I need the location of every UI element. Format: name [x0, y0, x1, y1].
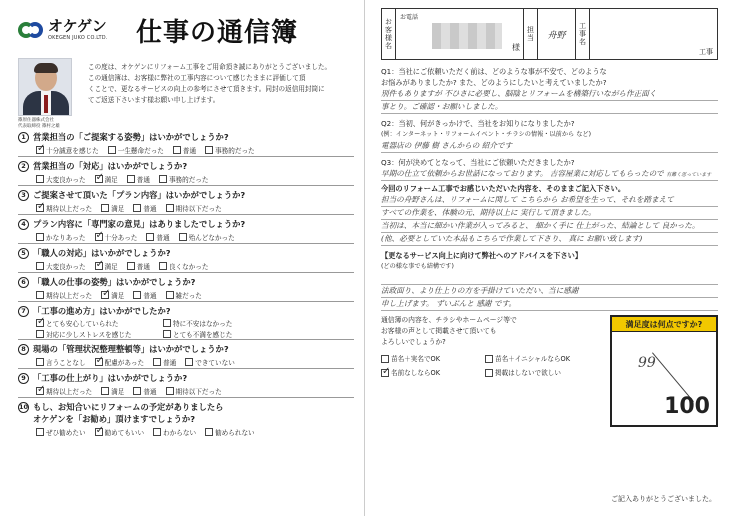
option[interactable] — [153, 357, 176, 367]
checkbox[interactable] — [185, 358, 193, 366]
option-label: 普通 — [143, 204, 157, 213]
question-number: 6 — [18, 277, 29, 288]
question-number: 1 — [18, 132, 29, 143]
question-title — [18, 343, 354, 355]
customer-label: お客様名 — [382, 9, 396, 59]
divider — [18, 368, 354, 369]
checkbox[interactable] — [205, 428, 213, 436]
option[interactable] — [36, 203, 92, 213]
checkbox[interactable] — [159, 262, 167, 270]
option[interactable] — [36, 232, 86, 242]
option[interactable] — [166, 290, 202, 300]
option[interactable] — [127, 174, 150, 184]
question-title — [18, 218, 354, 230]
q2-answer: 電器店の 伊藤 樹 さんからの 紹介です — [381, 140, 718, 153]
signature-company: 篠原住器株式会社 — [18, 118, 54, 123]
option-label: ぜひ勧めたい — [46, 428, 86, 437]
option[interactable] — [36, 290, 92, 300]
question-number: 10 — [18, 403, 29, 411]
blank-line — [381, 272, 718, 285]
q1-answer-2: 事とり。ご確認・お願いしました。 — [381, 101, 718, 114]
option-row — [36, 201, 354, 214]
q3-text: Q3：何が決めてとなって、当社にご依頼いただきましたか? — [381, 158, 575, 167]
option-label: 期待以下だった — [175, 387, 222, 396]
q1-block — [381, 66, 718, 114]
option-label: 満足 — [111, 291, 125, 300]
thanks-text: ご記入ありがとうございました。 — [611, 495, 716, 503]
question-title — [18, 305, 354, 317]
option-label: 期待以下だった — [175, 204, 222, 213]
question-title — [18, 189, 354, 201]
option[interactable] — [159, 174, 209, 184]
option-row — [36, 355, 354, 368]
checkbox[interactable] — [133, 387, 141, 395]
option-label: 普通 — [156, 233, 170, 242]
option[interactable] — [36, 174, 86, 184]
q4-text: 今回のリフォーム工事でお感じいただいた内容を、そのままご記入下さい。 — [381, 184, 626, 193]
option[interactable] — [205, 427, 255, 437]
checkbox[interactable] — [101, 291, 109, 299]
divider — [18, 301, 354, 302]
q1-text-2: お悩みがありましたか? また、どのようにしたいと考えていましたか? — [381, 78, 607, 87]
option[interactable] — [127, 261, 150, 271]
right-page — [365, 0, 730, 516]
option-label: 期待以上だった — [46, 204, 93, 213]
signature — [18, 118, 78, 130]
question-block — [18, 218, 354, 244]
q2-sub: (例：インターネット・リフォームイベント・チラシの情報・以前から など) — [381, 131, 591, 138]
option[interactable] — [381, 354, 476, 365]
divider — [18, 156, 354, 157]
checkbox[interactable] — [36, 358, 44, 366]
q4-answer-3: 当初は、本当に細かい作業が入ってみると、 細かく手に 仕上がった、結論として 良かった。 — [381, 220, 718, 233]
option[interactable] — [133, 290, 156, 300]
question-title — [18, 131, 354, 143]
option-label: 普通 — [182, 146, 197, 155]
option-label: 大変良かった — [46, 175, 86, 184]
q5-text: 【更なるサービス向上に向けて弊社へのアドバイスを下さい】 — [381, 251, 583, 260]
q4-answer-2: すべての作業を、体験の元、期待以上に 実行して頂きました。 — [381, 207, 718, 220]
president-photo — [18, 58, 72, 116]
question-block — [18, 343, 354, 369]
question-text: 営業担当の「対応」はいかがでしょうか? — [33, 161, 188, 171]
satisfaction-box — [610, 315, 718, 427]
q5-answer-2: 申し上げます。 ずいぶんと 感謝 です。 — [381, 298, 718, 311]
option-label: 事務的だった — [215, 146, 255, 155]
logo — [18, 19, 122, 41]
option[interactable] — [36, 145, 99, 155]
option[interactable] — [101, 386, 124, 396]
header — [18, 8, 354, 52]
option[interactable] — [36, 329, 154, 339]
redacted-name — [432, 23, 502, 49]
option[interactable] — [95, 232, 138, 242]
checkbox[interactable] — [127, 262, 135, 270]
brand-name: オケゲン — [48, 17, 107, 35]
option[interactable] — [36, 357, 86, 367]
option-label: 殆んどなかった — [188, 233, 235, 242]
permission-options — [381, 352, 604, 380]
option[interactable] — [166, 203, 222, 213]
option[interactable] — [36, 386, 92, 396]
checkbox[interactable] — [381, 369, 389, 377]
checkbox[interactable] — [146, 233, 154, 241]
option-row — [381, 352, 604, 366]
q4-block — [381, 183, 718, 246]
option-label: 良くなかった — [168, 262, 209, 271]
question-text: 「職人の仕事の姿勢」はいかがでしょうか? — [33, 277, 196, 287]
checkbox[interactable] — [36, 146, 44, 154]
q5-sub: (どの様な事でも結構です) — [381, 263, 454, 270]
option-label: 期待以上だった — [46, 387, 93, 396]
q5-answer: 法政面り、より仕上りの方を手掛けていただい、当に感謝 — [381, 285, 718, 298]
question-title — [18, 401, 354, 413]
option-label: 満足 — [111, 387, 125, 396]
q2-block — [381, 118, 718, 153]
question-block — [18, 305, 354, 340]
intro-line: くことで、更なるサービスの向上の参考にさせて頂きます。同封の返信用封筒に — [88, 85, 325, 93]
checkbox[interactable] — [95, 233, 103, 241]
staff-name: 舟野 — [538, 9, 576, 59]
checkbox[interactable] — [95, 428, 103, 436]
option-row — [36, 172, 354, 185]
option-label: 勧められない — [215, 428, 255, 437]
option[interactable] — [179, 232, 235, 242]
question-number: 3 — [18, 190, 29, 201]
intro — [18, 58, 354, 128]
option[interactable] — [133, 203, 156, 213]
checkbox[interactable] — [95, 358, 103, 366]
option-label: 大変良かった — [46, 262, 86, 271]
checkbox[interactable] — [36, 262, 44, 270]
customer-name-field[interactable] — [396, 9, 524, 59]
option-label: 普通 — [136, 262, 150, 271]
question-block — [18, 401, 354, 438]
staff-label: 担当 — [524, 9, 538, 59]
option[interactable] — [101, 290, 124, 300]
option-label: 勧めてもいい — [104, 428, 145, 437]
divider — [18, 243, 354, 244]
option[interactable] — [205, 145, 255, 155]
option-label: 特に不安はなかった — [173, 319, 233, 328]
option-label: 苗名＋実名でOK — [391, 354, 441, 363]
checkbox[interactable] — [36, 291, 44, 299]
option-label: 対応に少しストレスを感じた — [46, 330, 132, 339]
option[interactable] — [163, 318, 281, 328]
checkbox[interactable] — [127, 175, 135, 183]
option[interactable] — [185, 357, 235, 367]
divider — [18, 185, 354, 186]
checkbox[interactable] — [179, 233, 187, 241]
option-label: 一生懸命だった — [117, 146, 164, 155]
satisfaction-title: 満足度は何点ですか? — [612, 317, 716, 332]
question-text: 「工事の進め方」はいかがでしたか? — [33, 306, 171, 316]
satisfaction-max: 100 — [664, 394, 710, 419]
q3-block — [381, 157, 718, 181]
option-label: 事務的だった — [168, 175, 209, 184]
option[interactable] — [101, 203, 124, 213]
checkbox[interactable] — [95, 262, 103, 270]
signature-title: 代表取締役 — [18, 124, 41, 129]
intro-line: この度は、オケゲンにリフォーム工事をご用命頂き誠にありがとうございました。 — [88, 63, 332, 71]
q3-answer — [381, 168, 718, 181]
checkbox[interactable] — [36, 319, 44, 327]
divider — [18, 339, 354, 340]
checkbox[interactable] — [485, 369, 493, 377]
question-number: 5 — [18, 248, 29, 259]
checkbox[interactable] — [153, 428, 161, 436]
question-list — [18, 131, 354, 438]
option-label: 満足 — [111, 204, 125, 213]
option[interactable] — [163, 329, 281, 339]
option-label: 十分あった — [104, 233, 138, 242]
question-title — [18, 160, 354, 172]
brand-sub: OKEGEN JUKO CO.LTD. — [48, 35, 108, 41]
checkbox[interactable] — [485, 355, 493, 363]
option-row — [36, 425, 354, 438]
option-label: かなりあった — [46, 233, 86, 242]
question-number: 2 — [18, 161, 29, 172]
option-label: できていない — [195, 358, 235, 367]
divider — [18, 214, 354, 215]
question-title — [18, 247, 354, 259]
question-block — [18, 160, 354, 186]
option[interactable] — [133, 386, 156, 396]
q3-answer-note: 有難く思っています — [666, 172, 712, 178]
checkbox[interactable] — [163, 319, 171, 327]
option-row — [36, 259, 354, 272]
checkbox[interactable] — [166, 387, 174, 395]
checkbox[interactable] — [159, 175, 167, 183]
divider — [18, 272, 354, 273]
checkbox[interactable] — [36, 204, 44, 212]
question-text-2: オケゲンを「お勧め」頂けますでしょうか? — [33, 414, 196, 424]
checkbox[interactable] — [108, 146, 116, 154]
checkbox[interactable] — [101, 204, 109, 212]
option-row — [36, 317, 354, 328]
option-label: 十分誠意を感じた — [46, 146, 99, 155]
option-row — [381, 366, 604, 380]
option[interactable] — [95, 427, 145, 437]
question-number: 8 — [18, 344, 29, 355]
option-label: とても安心していられた — [46, 319, 119, 328]
option[interactable] — [36, 427, 86, 437]
checkbox[interactable] — [101, 387, 109, 395]
perm-text: 通信簿の内容を、チラシやホームページ等で — [381, 316, 517, 324]
question-block — [18, 189, 354, 215]
checkbox[interactable] — [36, 428, 44, 436]
question-text: もし、お知合いにリフォームの予定がありましたら — [33, 402, 224, 412]
satisfaction-score[interactable]: 99 — [638, 355, 656, 371]
checkbox[interactable] — [36, 330, 44, 338]
customer-header — [381, 8, 718, 60]
question-block — [18, 247, 354, 273]
question-text: ご提案させて頂いた「プラン内容」はいかがでしょうか? — [33, 190, 246, 200]
checkbox[interactable] — [173, 146, 181, 154]
option-label: 言うことなし — [46, 358, 86, 367]
logo-icon — [18, 20, 44, 40]
option[interactable] — [153, 427, 196, 437]
sama-label: 様 — [512, 43, 520, 52]
question-text: 「工事の仕上がり」はいかがでしょうか? — [33, 373, 188, 383]
question-title — [18, 372, 354, 384]
checkbox[interactable] — [95, 175, 103, 183]
question-number: 7 — [18, 306, 29, 317]
signature-name: 篠村之雄 — [41, 124, 60, 129]
option-label: 苗名＋イニシャルならOK — [495, 354, 571, 363]
option[interactable] — [36, 318, 154, 328]
option[interactable] — [159, 261, 209, 271]
option-row — [36, 328, 354, 339]
q1-text: Q1：当社にご依頼いただく前は、どのような事が不安で、どのような — [381, 67, 607, 76]
intro-line: てご返送下さいます様お願い申し上げます。 — [88, 96, 220, 104]
option-label: 普通 — [143, 387, 157, 396]
option[interactable] — [108, 145, 164, 155]
option[interactable] — [95, 174, 118, 184]
option-label: 普通 — [136, 175, 150, 184]
perm-text-2: お客様の声として掲載させて頂いても — [381, 327, 497, 335]
option-label: 配慮があった — [104, 358, 145, 367]
checkbox[interactable] — [36, 387, 44, 395]
question-number: 9 — [18, 373, 29, 384]
question-text: 現場の「管理状況整理整頓等」はいかがでしょうか? — [33, 344, 229, 354]
checkbox[interactable] — [153, 358, 161, 366]
option[interactable] — [485, 368, 580, 379]
checkbox[interactable] — [166, 291, 174, 299]
option-label: 普通 — [143, 291, 157, 300]
option-label: 雑だった — [175, 291, 202, 300]
checkbox[interactable] — [163, 330, 171, 338]
question-number: 4 — [18, 219, 29, 230]
checkbox[interactable] — [133, 291, 141, 299]
checkbox[interactable] — [133, 204, 141, 212]
checkbox[interactable] — [205, 146, 213, 154]
question-block — [18, 372, 354, 398]
option[interactable] — [485, 354, 580, 365]
divider — [18, 397, 354, 398]
option[interactable] — [95, 261, 118, 271]
intro-line: この通信簿は、お客様に弊社の工事内容について感じたままに評価して頂 — [88, 74, 306, 82]
work-name-field[interactable] — [590, 9, 717, 59]
option[interactable] — [36, 261, 86, 271]
q3-answer-text: 早期の仕立て依頼からお世話になっております。 吉容屋業に対応してもらったので — [381, 169, 664, 178]
question-title — [18, 276, 354, 288]
work-suffix: 工事 — [699, 48, 713, 56]
question-text: 営業担当の「ご提案する姿勢」はいかがでしょうか? — [33, 132, 229, 142]
option-label: 掲載はしないで欲しい — [495, 368, 561, 377]
checkbox[interactable] — [36, 233, 44, 241]
option-label: 名前なしならOK — [391, 368, 441, 377]
question-text: プラン内容に「専門家の意見」はありましたでしょうか? — [33, 219, 246, 229]
question-block — [18, 276, 354, 302]
q5-block — [381, 250, 718, 311]
permission-section — [381, 315, 718, 427]
checkbox[interactable] — [166, 204, 174, 212]
question-block — [18, 131, 354, 157]
question-text: 「職人の対応」はいかがでしょうか? — [33, 248, 171, 258]
option[interactable] — [173, 145, 196, 155]
q4-answer-4: (他、必要としていた本品もこちらで作業して下さり、 真に お願い致します) — [381, 233, 718, 246]
option-label: とても不満を感じた — [173, 330, 233, 339]
option-row — [36, 384, 354, 397]
option[interactable] — [95, 357, 145, 367]
option[interactable] — [166, 386, 222, 396]
option[interactable] — [381, 368, 476, 379]
checkbox[interactable] — [381, 355, 389, 363]
perm-text-3: よろしいでしょうか? — [381, 338, 446, 346]
option-row — [36, 230, 354, 243]
option-label: 期待以上だった — [46, 291, 93, 300]
q4-answer: 担当の舟野さんは、リフォームに関して こちらから お希望を生って、それを踏まえて — [381, 194, 718, 207]
q2-text: Q2：当初、何がきっかけで、当社をお知りになりましたか? — [381, 119, 575, 128]
option-row — [36, 143, 354, 156]
intro-text — [88, 58, 354, 128]
checkbox[interactable] — [36, 175, 44, 183]
option-row — [36, 288, 354, 301]
option-label: 満足 — [104, 175, 118, 184]
work-label: 工事名 — [576, 9, 590, 59]
option-label: わからない — [163, 428, 197, 437]
option-label: 満足 — [104, 262, 118, 271]
tel-label: お電話 — [400, 14, 419, 21]
option-stack — [36, 317, 354, 339]
q1-answer: 別件もありますが 不ひさに必要し、脳陰とリフォームを構築行いながら作正面く — [381, 88, 718, 101]
page-title: 仕事の通信簿 — [136, 17, 299, 48]
option[interactable] — [146, 232, 169, 242]
option-label: 普通 — [163, 358, 177, 367]
